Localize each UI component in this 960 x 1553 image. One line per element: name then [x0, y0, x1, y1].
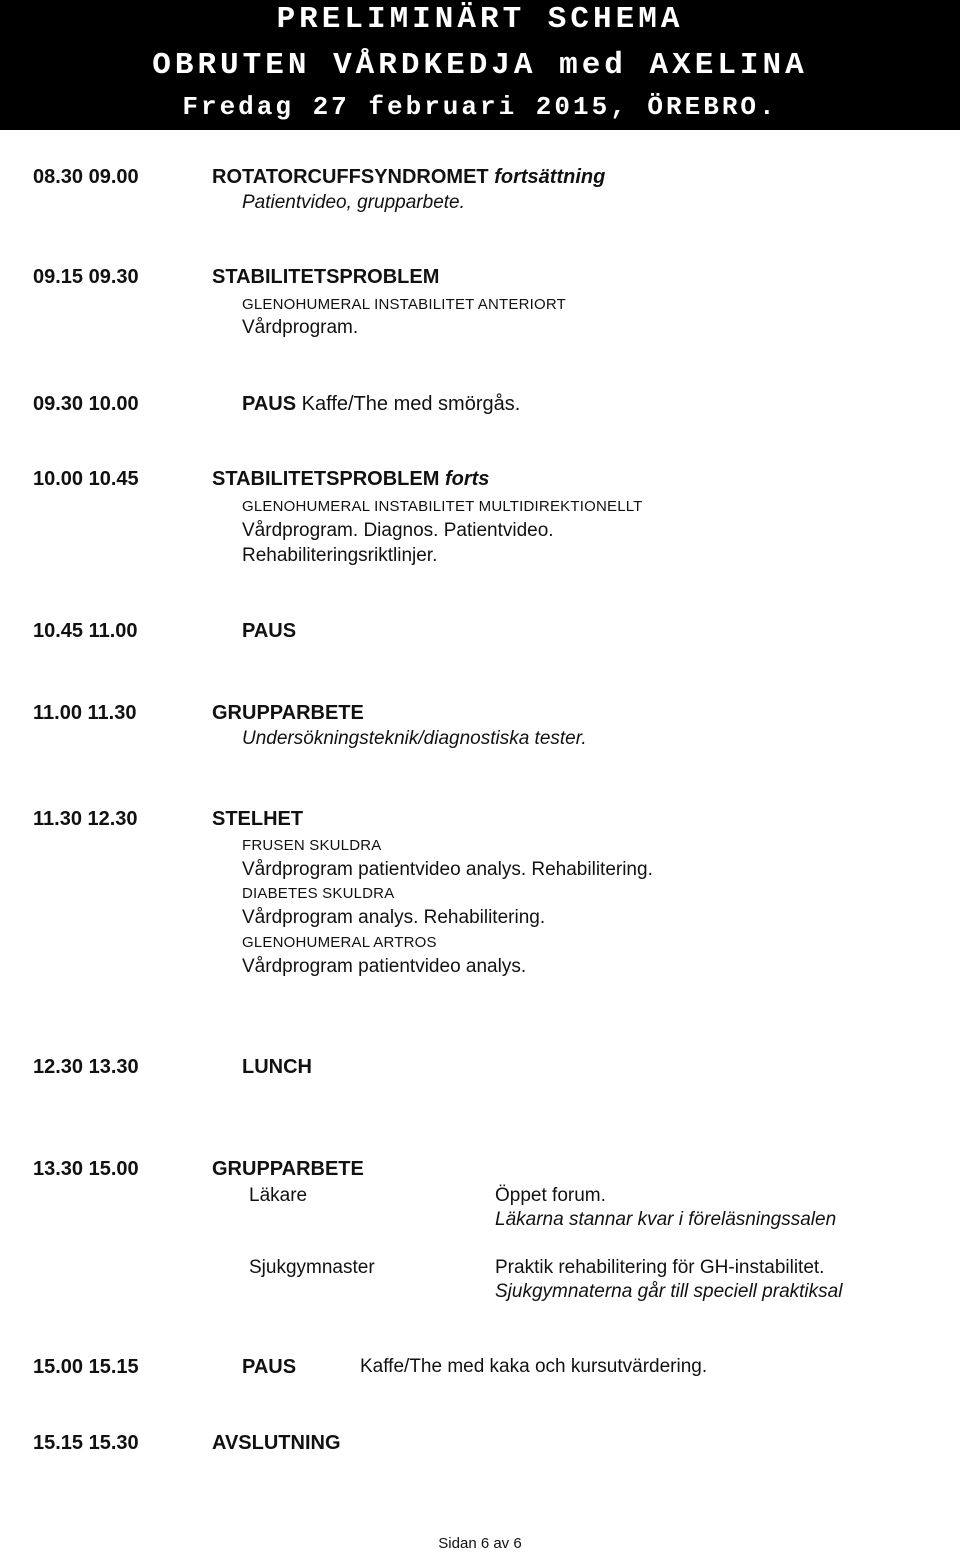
- group-name: Sjukgymnaster: [249, 1257, 375, 1278]
- group-name: Läkare: [249, 1185, 308, 1206]
- group-line: Praktik rehabilitering för GH-instabilitet.: [495, 1257, 825, 1278]
- session-line: Kaffe/The med kaka och kursutvärdering.: [360, 1356, 708, 1377]
- session-time: 15.00 15.15: [33, 1356, 139, 1378]
- session-title: GRUPPARBETE: [212, 702, 364, 724]
- schedule-header: [0, 0, 960, 130]
- session-time: 11.30 12.30: [33, 808, 138, 830]
- session-time: 10.00 10.45: [33, 468, 139, 490]
- session-line: Rehabiliteringsriktlinjer.: [242, 545, 438, 566]
- session-title: STABILITETSPROBLEM: [212, 266, 440, 288]
- session-line: Vårdprogram patientvideo analys. Rehabilitering.: [242, 859, 653, 880]
- session-line: Patientvideo, grupparbete.: [242, 192, 465, 213]
- session-line: Vårdprogram. Diagnos. Patientvideo.: [242, 520, 554, 541]
- session-caption: FRUSEN SKULDRA: [242, 837, 382, 854]
- header-subtitle: OBRUTEN VÅRDKEDJA med AXELINA: [152, 48, 808, 83]
- session-time: 13.30 15.00: [33, 1158, 139, 1180]
- session-title: LUNCH: [242, 1056, 312, 1078]
- session-title: STELHET: [212, 808, 304, 830]
- session-line: Vårdprogram patientvideo analys.: [242, 956, 527, 977]
- session-time: 08.30 09.00: [33, 166, 139, 188]
- session-title: AVSLUTNING: [212, 1432, 341, 1454]
- group-line: Läkarna stannar kvar i föreläsningssalen: [495, 1209, 837, 1230]
- session-title: STABILITETSPROBLEM forts: [212, 468, 490, 490]
- session-title: GRUPPARBETE: [212, 1158, 364, 1180]
- header-title: PRELIMINÄRT SCHEMA: [276, 2, 684, 37]
- session-time: 12.30 13.30: [33, 1056, 139, 1078]
- session-time: 09.30 10.00: [33, 393, 139, 415]
- page-number: Sidan 6 av 6: [438, 1535, 522, 1552]
- group-line: Öppet forum.: [495, 1185, 606, 1206]
- session-caption: GLENOHUMERAL ARTROS: [242, 934, 437, 951]
- header-date: Fredag 27 februari 2015, ÖREBRO.: [182, 92, 778, 122]
- session-title: PAUS: [242, 1356, 297, 1378]
- session-line: Vårdprogram analys. Rehabilitering.: [242, 907, 546, 928]
- session-line: Undersökningsteknik/diagnostiska tester.: [242, 728, 587, 749]
- group-line: Sjukgymnaterna går till speciell praktiksal: [495, 1281, 843, 1302]
- session-title: PAUS: [242, 620, 297, 642]
- session-time: 11.00 11.30: [33, 702, 137, 724]
- session-time: 10.45 11.00: [33, 620, 138, 642]
- session-caption: DIABETES SKULDRA: [242, 885, 395, 902]
- session-title: ROTATORCUFFSYNDROMET fortsättning: [212, 166, 606, 188]
- session-caption: GLENOHUMERAL INSTABILITET MULTIDIREKTIONELLT: [242, 498, 643, 515]
- session-line: Vårdprogram.: [242, 317, 359, 338]
- session-time: 09.15 09.30: [33, 266, 139, 288]
- session-time: 15.15 15.30: [33, 1432, 139, 1454]
- session-title: PAUS Kaffe/The med smörgås.: [242, 393, 521, 415]
- session-caption: GLENOHUMERAL INSTABILITET ANTERIORT: [242, 296, 567, 313]
